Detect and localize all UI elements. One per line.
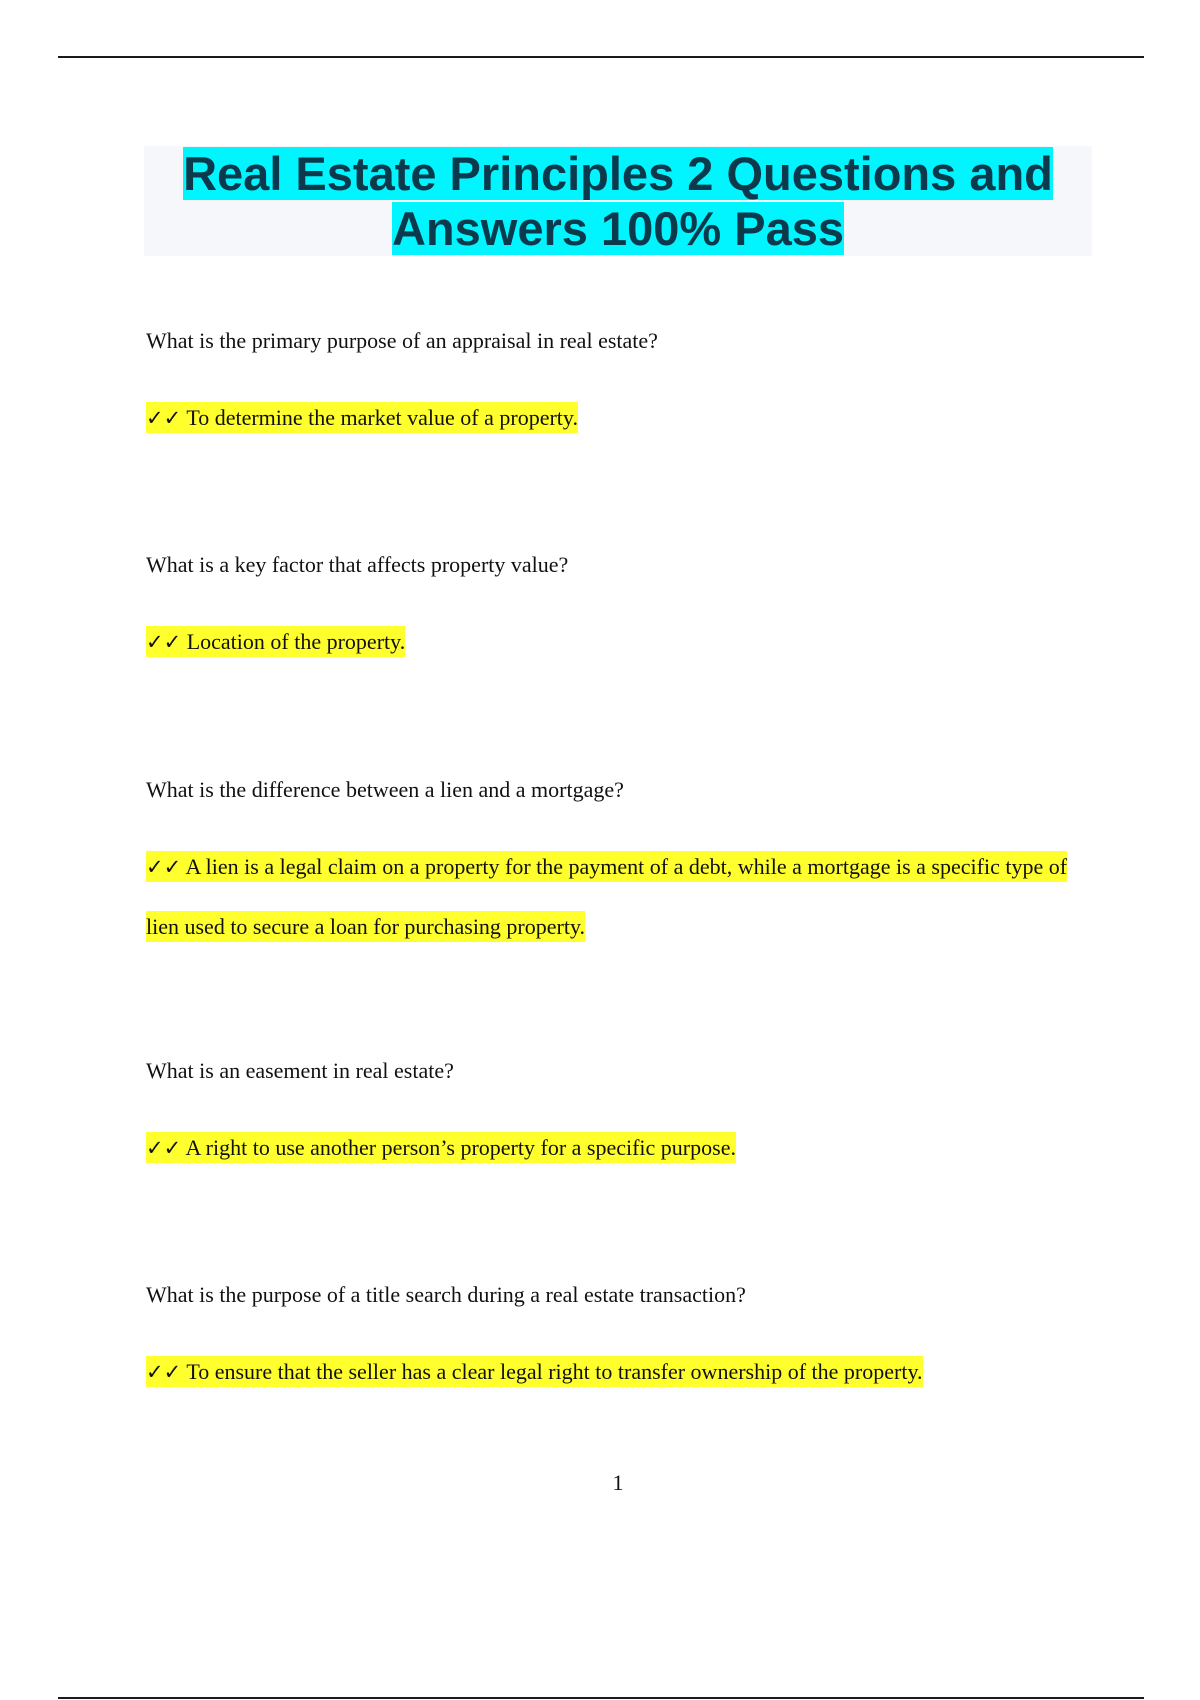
header-rule xyxy=(58,56,1144,58)
answer-1-text: To determine the market value of a property. xyxy=(186,405,578,430)
question-2: What is a key factor that affects property value? xyxy=(146,552,569,577)
check-mark-icon: ✓✓ xyxy=(146,406,182,430)
answer-4-text: A right to use another person’s property for a specific purpose. xyxy=(185,1135,736,1160)
check-mark-icon: ✓✓ xyxy=(146,855,182,879)
answer-5 xyxy=(146,1342,1096,1402)
document-title-text: Real Estate Principles 2 Questions and Answers 100% Pass xyxy=(183,147,1053,255)
answer-4-highlight xyxy=(146,1132,736,1163)
title-box xyxy=(144,146,1092,256)
page-number: 1 xyxy=(612,1470,624,1495)
answer-2 xyxy=(146,612,1096,672)
answer-4 xyxy=(146,1118,1096,1178)
answer-3 xyxy=(146,837,1096,957)
answer-3-text: A lien is a legal claim on a property for the payment of a debt, while a mortgage is a specific type of lien used to secure a loan for purchasing property. xyxy=(146,854,1068,939)
qa-item-2 xyxy=(146,550,1096,672)
qa-item-1 xyxy=(146,326,1096,448)
answer-1-highlight xyxy=(146,402,578,433)
answer-5-text: To ensure that the seller has a clear legal right to transfer ownership of the property. xyxy=(186,1359,923,1384)
answer-2-highlight xyxy=(146,626,405,657)
answer-3-highlight xyxy=(146,851,1067,942)
qa-item-4 xyxy=(146,1056,1096,1178)
qa-item-5 xyxy=(146,1280,1096,1402)
answer-1 xyxy=(146,388,1096,448)
question-5: What is the purpose of a title search during a real estate transaction? xyxy=(146,1282,746,1307)
check-mark-icon: ✓✓ xyxy=(146,1360,182,1384)
qa-item-3 xyxy=(146,775,1096,957)
footer-rule xyxy=(58,1697,1144,1699)
check-mark-icon: ✓✓ xyxy=(146,630,182,654)
document-title xyxy=(144,146,1092,256)
question-1: What is the primary purpose of an appraisal in real estate? xyxy=(146,328,658,353)
answer-2-text: Location of the property. xyxy=(186,629,406,654)
question-4: What is an easement in real estate? xyxy=(146,1058,454,1083)
check-mark-icon: ✓✓ xyxy=(146,1136,182,1160)
answer-5-highlight xyxy=(146,1356,923,1387)
question-3: What is the difference between a lien and a mortgage? xyxy=(146,777,624,802)
